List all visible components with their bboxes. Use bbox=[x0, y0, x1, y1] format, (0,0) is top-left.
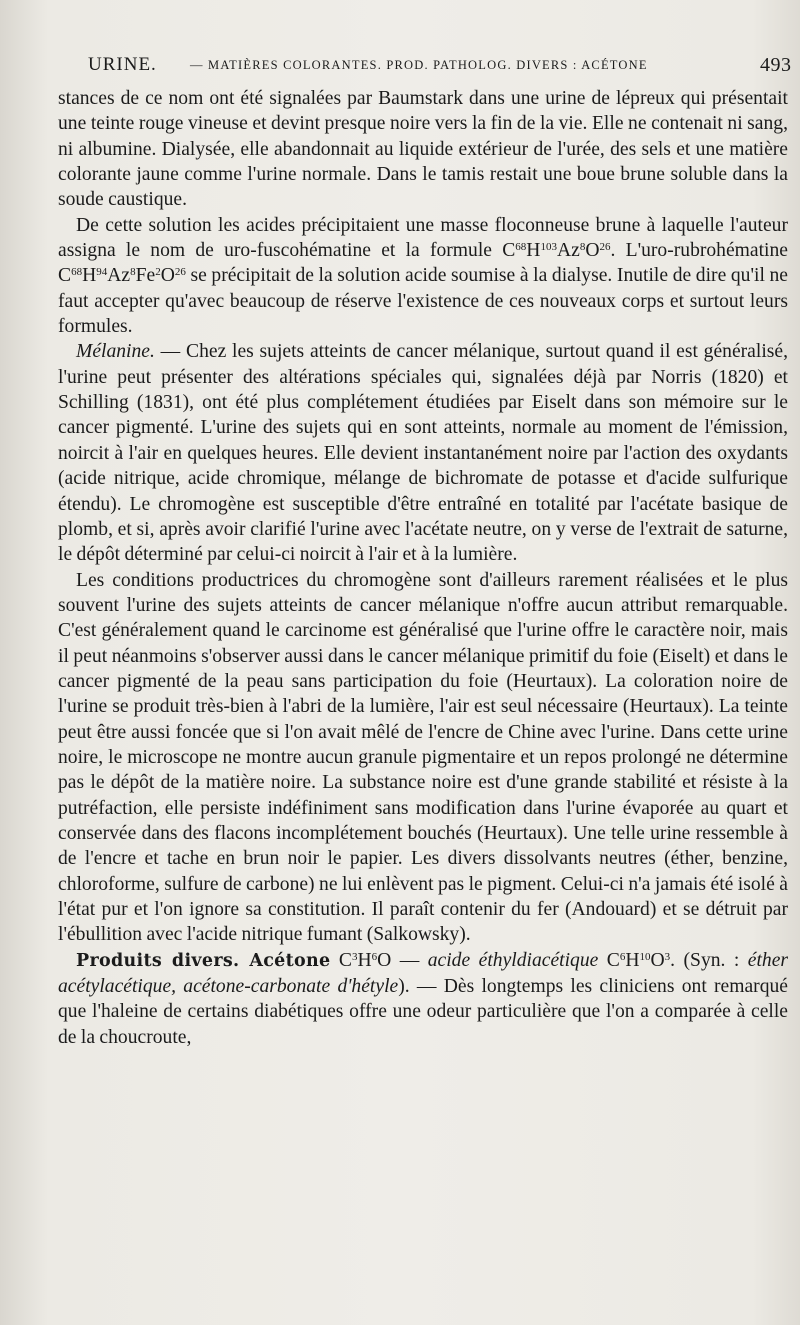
paragraph-4: Les conditions productrices du chromogène sont d'ailleurs rarement réalisées et le plus souvent l'urine des sujets atteints de cancer mélanique n'offre aucun attribut remarquable. C'est généralement quand le carcinome est généralisé que l'urine offre le caractère noir, mais il peut néanmoins s'observer aussi dans le cancer mélanique primitif du foie (Eiselt) et dans le cancer pigmenté de la peau sans participation du foie (Heurtaux). La coloration noire de l'urine se produit très-bien à l'abri de la lumière, l'air est seul nécessaire (Heurtaux). La teinte peut être aussi foncée que si l'on avait mêlé de l'encre de Chine avec l'urine. Dans cette urine noire, le microscope ne montre aucun granule pigmentaire et un repos prolongé ne détermine pas le dépôt de la matière noire. La substance noire est d'une grande stabilité et résiste à la putréfaction, elle persiste indéfiniment sans modification dans l'urine évaporée au quart et conservée dans des flacons incomplétement bouchés (Heurtaux). Une telle urine ressemble à de l'encre et tache en brun noir le papier. Les divers dissolvants neutres (éther, benzine, chloroforme, sulfure de carbone) ne lui enlèvent pas le pigment. Celui-ci n'a jamais été isolé à l'état pur et l'on ignore sa constitution. Il paraît contenir du fer (Andouard) et se détruit par l'ébullition avec l'acide nitrique fumant (Salkowsky). bbox=[58, 569, 788, 946]
section-heading-produits-divers: Produits divers. Acétone bbox=[76, 950, 331, 971]
running-head: URINE. bbox=[88, 54, 157, 75]
page-body bbox=[58, 86, 788, 1050]
running-subtitle: — MATIÈRES COLORANTES. PROD. PATHOLOG. DIVERS : ACÉTONE bbox=[190, 58, 648, 72]
paragraph-3-melanine: Mélanine. — Chez les sujets atteints de cancer mélanique, surtout quand il est généralisé, l'urine peut présenter des altérations spéciales qui, signalées déjà par Norris (1820) et Schilling (1831), ont été plus complétement étudiées par Eiselt dans son mémoire sur le cancer pigmenté. L'urine des sujets qui en sont atteints, normale au moment de l'émission, noircit à l'air en quelques heures. Elle devient instantanément noire par l'action des oxydants (acide nitrique, acide chromique, mélange de bichromate de potasse et d'acide sulfurique étendu). Le chromogène est susceptible d'être entraîné en totalité par l'acétate basique de plomb, et si, après avoir clarifié l'urine avec l'acétate neutre, on y verse de l'extrait de saturne, le dépôt déterminé par celui-ci noircit à l'air et à la lumière. bbox=[58, 341, 788, 566]
paragraph-5-acetone: Produits divers. Acétone $C^3H^6O$ — acide éthyldiacétique $C^6H^{10}O^3$. (Syn. : éther acétylacétique, acétone-carbonate d'hétyle). — Dès longtemps les cliniciens ont remarqué que l'haleine de certains diabétiques offre une odeur particulière que l'on a comparée à celle de la choucroute, bbox=[58, 949, 789, 1048]
page-number: 493 bbox=[760, 54, 792, 76]
page-header bbox=[88, 48, 792, 82]
section-label-melanine: Mélanine. bbox=[76, 341, 155, 363]
paragraph-1: stances de ce nom ont été signalées par Baumstark dans une urine de lépreux qui présentait une teinte rouge vineuse et devint presque noire vers la fin de la vie. Elle ne contenait ni sang, ni albumine. Dialysée, elle abandonnait au liquide extérieur de l'urée, des sels et une matière colorante jaune comme l'urine normale. Dans le tamis restait une boue brune soluble dans la soude caustique. bbox=[58, 88, 788, 211]
paragraph-2: De cette solution les acides précipitaient une masse floconneuse brune à laquelle l'auteur assigna le nom de uro-fuscohématine et la formule $C^{68}H^{103}Az^8O^{26}$. L'uro-rubrohématine $C^{68}H^{94}Az^8Fe^2O^{26}$ se précipitait de la solution acide soumise à la dialyse. Inutile de dire qu'il ne faut accepter qu'avec beaucoup de réserve l'existence de ces nouveaux corps et surtout leurs formules. bbox=[58, 214, 788, 338]
